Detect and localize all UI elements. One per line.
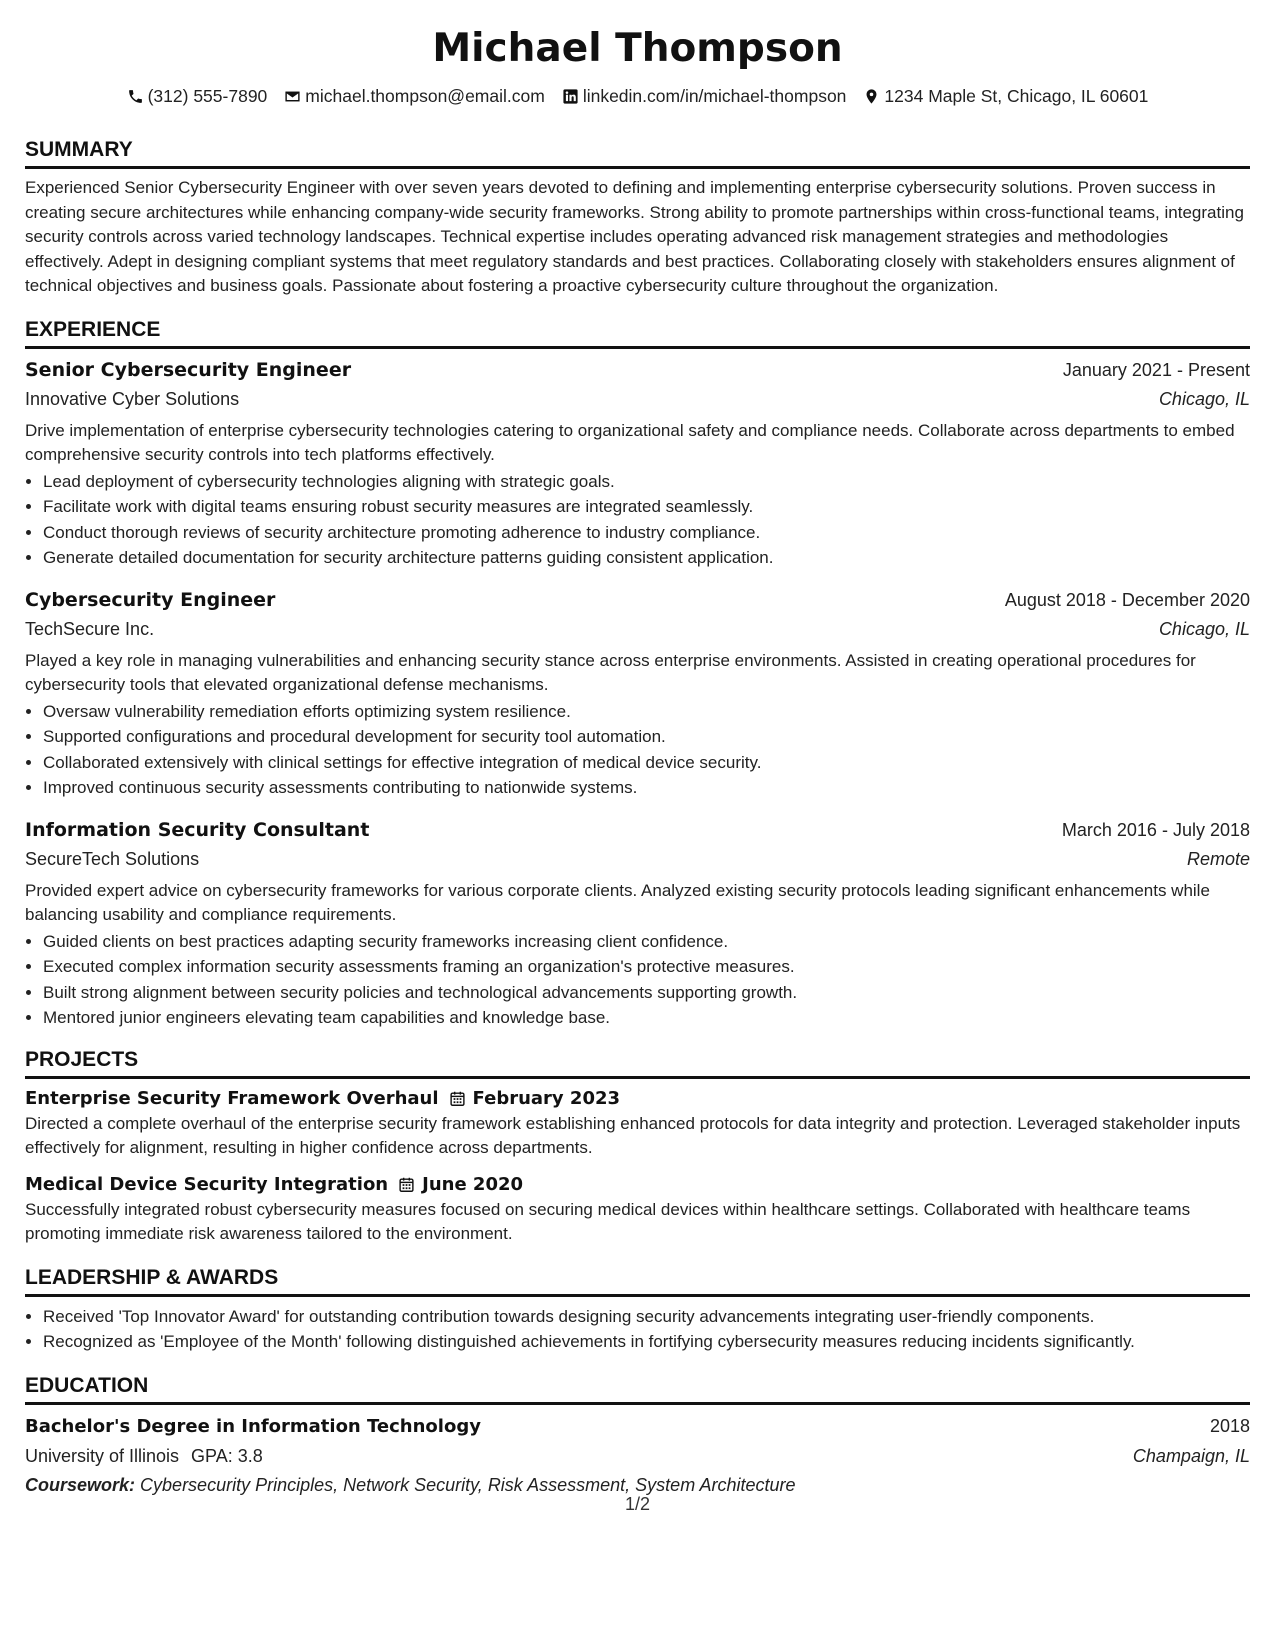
list-item: • Improved continuous security assessments contributing to nationwide systems. [43, 775, 1250, 801]
project-name: Enterprise Security Framework Overhaul [25, 1087, 439, 1109]
envelope-icon [284, 88, 301, 105]
school-location: Champaign, IL [1132, 1445, 1250, 1466]
experience-section [25, 317, 1250, 1031]
gpa: GPA: 3.8 [191, 1445, 263, 1466]
summary-text: Experienced Senior Cybersecurity Engineer with over seven years devoted to defining and implementing enterprise cybersecurity solutions. Proven success in creating secure architectures while enhancing company-wide security frameworks. Strong ability to promote partnerships within cross-functional teams, integrating security controls across varied technology landscapes. Technical expertise includes operating advanced risk management strategies and methodologies effectively. Adept in designing compliant systems that meet regulatory standards and best practices. Collaborating closely with stakeholders ensures alignment of technical objectives and business goals. Passionate about fostering a proactive cybersecurity culture throughout the organization. [25, 178, 1244, 295]
project-name: Medical Device Security Integration [25, 1173, 389, 1195]
projects-section [25, 1047, 1250, 1247]
calendar-icon [398, 1176, 415, 1193]
address-text: 1234 Maple St, Chicago, IL 60601 [884, 86, 1149, 106]
project-entry [25, 1086, 1250, 1161]
list-item: • Conduct thorough reviews of security architecture promoting adherence to industry compliance. [43, 520, 1250, 546]
calendar-icon [449, 1090, 466, 1107]
project-date-text: June 2020 [422, 1173, 524, 1195]
school-name: University of Illinois [25, 1445, 180, 1466]
degree-title: Bachelor's Degree in Information Technology [25, 1415, 481, 1437]
section-title: EXPERIENCE [25, 317, 1250, 349]
project-date-text: February 2023 [472, 1087, 621, 1109]
page-number: 1/2 [624, 1494, 651, 1514]
summary-section [25, 137, 1250, 299]
job-title: Senior Cybersecurity Engineer [25, 358, 352, 381]
job-company: Innovative Cyber Solutions [25, 388, 240, 409]
linkedin-icon [562, 88, 579, 105]
job-location: Chicago, IL [1158, 388, 1250, 409]
school-line [25, 1441, 263, 1471]
contact-linkedin[interactable] [562, 85, 847, 107]
section-title: LEADERSHIP & AWARDS [25, 1265, 1250, 1297]
graduation-year: 2018 [1209, 1415, 1250, 1436]
linkedin-link[interactable]: linkedin.com/in/michael-thompson [582, 86, 847, 106]
email-link[interactable]: michael.thompson@email.com [305, 86, 545, 106]
awards-list [25, 1304, 1250, 1355]
contact-phone [127, 85, 268, 107]
list-item: • Recognized as 'Employee of the Month' following distinguished achievements in fortifying cybersecurity measures reducing incidents significantly. [43, 1329, 1250, 1355]
coursework-list: Cybersecurity Principles, Network Security, Risk Assessment, System Architecture [140, 1474, 796, 1495]
contact-email[interactable] [284, 85, 545, 107]
job-entry [25, 586, 1250, 801]
education-section [25, 1373, 1250, 1499]
section-title: SUMMARY [25, 137, 1250, 169]
job-date: January 2021 - Present [1062, 359, 1250, 380]
list-item: • Received 'Top Innovator Award' for outstanding contribution towards designing security advancements integrating user-friendly components. [43, 1304, 1250, 1330]
contact-bar [25, 85, 1250, 107]
list-item: • Lead deployment of cybersecurity technologies aligning with strategic goals. [43, 469, 1250, 495]
job-description: Drive implementation of enterprise cybersecurity technologies catering to organizational safety and compliance needs. Collaborate across departments to embed comprehensive security controls into tech platforms effectively. [25, 420, 1235, 464]
map-pin-icon [863, 88, 880, 105]
list-item: • Guided clients on best practices adapting security frameworks increasing client confidence. [43, 929, 1250, 955]
job-company: SecureTech Solutions [25, 848, 200, 869]
list-item: • Oversaw vulnerability remediation efforts optimizing system resilience. [43, 699, 1250, 725]
project-description: Successfully integrated robust cybersecurity measures focused on securing medical devices within healthcare settings. Collaborated with healthcare teams promoting immediate risk awareness tailored to the environment. [25, 1199, 1191, 1243]
resume-page [25, 0, 1250, 1499]
job-location: Remote [1186, 848, 1250, 869]
job-date: August 2018 - December 2020 [1004, 589, 1250, 610]
candidate-name: Michael Thompson [432, 26, 843, 71]
job-title: Information Security Consultant [25, 818, 370, 841]
list-item: • Supported configurations and procedural development for security tool automation. [43, 724, 1250, 750]
project-description: Directed a complete overhaul of the enterprise security framework establishing enhanced protocols for data integrity and protection. Leveraged stakeholder inputs effectively for alignment, resulting in higher confidence across departments. [25, 1113, 1241, 1157]
phone-text: (312) 555-7890 [147, 86, 268, 106]
job-entry [25, 356, 1250, 571]
job-description: Provided expert advice on cybersecurity frameworks for various corporate clients. Analyzed existing security protocols leading significant enhancements while balancing usability and compliance requirements. [25, 880, 1210, 924]
list-item: • Generate detailed documentation for security architecture patterns guiding consistent application. [43, 545, 1250, 571]
job-location: Chicago, IL [1158, 618, 1250, 639]
job-date: March 2016 - July 2018 [1061, 819, 1250, 840]
project-entry [25, 1172, 1250, 1247]
section-title: EDUCATION [25, 1373, 1250, 1405]
job-bullets [25, 469, 1250, 571]
list-item: • Collaborated extensively with clinical settings for effective integration of medical device security. [43, 750, 1250, 776]
leadership-section [25, 1265, 1250, 1355]
job-entry [25, 816, 1250, 1031]
job-bullets [25, 929, 1250, 1031]
project-date [398, 1172, 523, 1198]
phone-icon [127, 88, 144, 105]
list-item: • Mentored junior engineers elevating team capabilities and knowledge base. [43, 1005, 1250, 1031]
job-bullets [25, 699, 1250, 801]
coursework-label: Coursework: [25, 1474, 136, 1495]
contact-address [863, 85, 1148, 107]
list-item: • Built strong alignment between security policies and technological advancements supporting growth. [43, 980, 1250, 1006]
job-description: Played a key role in managing vulnerabilities and enhancing security stance across enterprise environments. Assisted in creating operational procedures for cybersecurity tools that elevated organizational defense mechanisms. [25, 650, 1196, 694]
list-item: • Executed complex information security assessments framing an organization's protective measures. [43, 954, 1250, 980]
project-date [449, 1086, 620, 1112]
job-company: TechSecure Inc. [25, 618, 155, 639]
job-title: Cybersecurity Engineer [25, 588, 276, 611]
section-title: PROJECTS [25, 1047, 1250, 1079]
list-item: • Facilitate work with digital teams ensuring robust security measures are integrated seamlessly. [43, 494, 1250, 520]
